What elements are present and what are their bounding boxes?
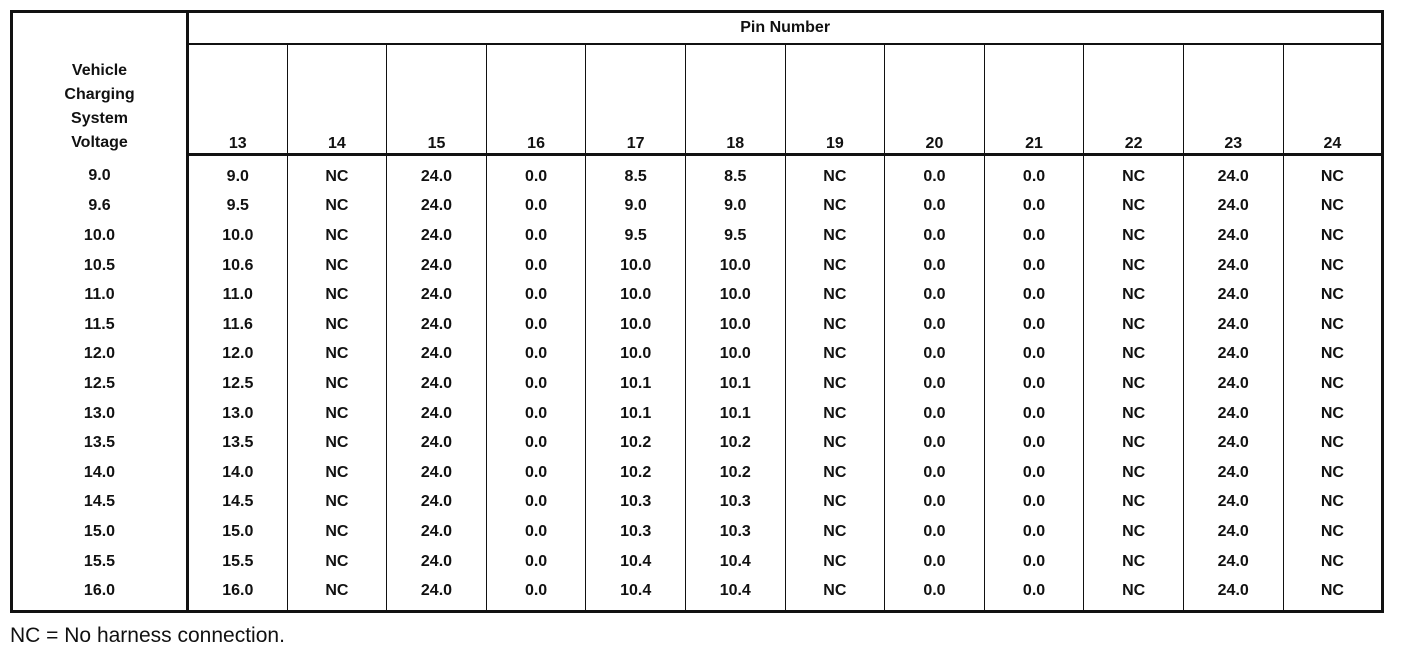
- pin-value-cell: 10.3: [586, 488, 686, 518]
- pin-value-cell: NC: [1283, 251, 1383, 281]
- pin-value-cell: NC: [1283, 428, 1383, 458]
- pin-value-cell: NC: [1283, 399, 1383, 429]
- pin-value-cell: 0.0: [885, 547, 985, 577]
- table-row: [12, 399, 1383, 429]
- pin-value-cell: 24.0: [1183, 280, 1283, 310]
- pin-column-header: 14: [287, 44, 387, 155]
- pin-value-cell: NC: [785, 428, 885, 458]
- pin-value-cell: NC: [1084, 221, 1184, 251]
- pin-value-cell: 0.0: [984, 369, 1084, 399]
- voltage-cell: 15.0: [12, 517, 188, 547]
- table-row: [12, 517, 1383, 547]
- pin-value-cell: 0.0: [486, 155, 586, 192]
- pin-value-cell: 13.5: [222, 434, 254, 452]
- pin-value-cell: 10.2: [586, 428, 686, 458]
- pin-column-header: 21: [984, 44, 1084, 155]
- pin-value-cell: 0.0: [486, 488, 586, 518]
- pin-value-cell: 15.5: [222, 552, 254, 570]
- pin-value-cell: NC: [1084, 547, 1184, 577]
- pin-value-cell: 24.0: [387, 251, 487, 281]
- pin-value-cell: 10.0: [586, 251, 686, 281]
- pin-column-header: 22: [1084, 44, 1184, 155]
- pin-value-cell: NC: [1283, 369, 1383, 399]
- pin-value-cell: NC: [1283, 192, 1383, 222]
- pin-value-cell: NC: [1283, 280, 1383, 310]
- pin-value-cell: 0.0: [984, 576, 1084, 611]
- pin-value-cell: 24.0: [387, 428, 487, 458]
- voltage-cell: 12.5: [12, 369, 188, 399]
- row-header-line: Charging: [64, 85, 135, 103]
- pin-value-cell: 13.0: [222, 404, 254, 422]
- voltage-cell: 11.5: [12, 310, 188, 340]
- pin-value-cell: 24.0: [1183, 310, 1283, 340]
- pin-value-cell: NC: [287, 369, 387, 399]
- table-row: [12, 369, 1383, 399]
- pin-value-cell: 0.0: [486, 340, 586, 370]
- pin-column-header: 17: [586, 44, 686, 155]
- pin-value-cell: 14.5: [222, 493, 254, 511]
- voltage-cell: 13.5: [12, 428, 188, 458]
- pin-value-cell: 24.0: [1183, 340, 1283, 370]
- table-row: [12, 576, 1383, 611]
- pin-value-cell: NC: [287, 488, 387, 518]
- pin-value-cell: NC: [1283, 221, 1383, 251]
- voltage-cell: 10.0: [12, 221, 188, 251]
- pin-value-cell: NC: [287, 428, 387, 458]
- pin-value-cell: 24.0: [1183, 251, 1283, 281]
- pin-value-cell: 24.0: [387, 310, 487, 340]
- pin-value-cell: 11.0: [222, 286, 253, 304]
- pin-value-cell: 10.3: [586, 517, 686, 547]
- voltage-cell: 14.5: [12, 488, 188, 518]
- pin-value-cell: 12.5: [222, 374, 254, 392]
- pin-value-cell: 24.0: [387, 280, 487, 310]
- row-header-line: Voltage: [71, 133, 128, 151]
- voltage-cell: 14.0: [12, 458, 188, 488]
- pin-value-cell: 10.2: [685, 458, 785, 488]
- pin-value-cell: 10.1: [685, 399, 785, 429]
- pin-value-cell: 0.0: [885, 488, 985, 518]
- pin-value-cell: 9.0: [586, 192, 686, 222]
- pin-value-cell: NC: [1283, 517, 1383, 547]
- pin-value-cell: 0.0: [486, 576, 586, 611]
- pin-value-cell: 0.0: [486, 251, 586, 281]
- pin-value-cell: 0.0: [486, 280, 586, 310]
- pin-value-cell: 24.0: [387, 155, 487, 192]
- pin-value-cell: NC: [1283, 340, 1383, 370]
- voltage-cell: 15.5: [12, 547, 188, 577]
- pin-value-cell: 24.0: [387, 458, 487, 488]
- pin-value-cell: 10.0: [586, 280, 686, 310]
- pin-value-cell: NC: [785, 399, 885, 429]
- voltage-cell: 16.0: [12, 576, 188, 611]
- pin-value-cell: 0.0: [885, 369, 985, 399]
- pin-value-cell: NC: [287, 310, 387, 340]
- voltage-cell: 13.0: [12, 399, 188, 429]
- pin-value-cell: NC: [785, 576, 885, 611]
- pin-column-header: 20: [885, 44, 985, 155]
- pin-value-cell: 0.0: [486, 458, 586, 488]
- pin-value-cell: 24.0: [1183, 488, 1283, 518]
- pin-value-cell: 0.0: [984, 547, 1084, 577]
- pin-value-cell: 10.3: [685, 517, 785, 547]
- pin-value-cell: 0.0: [885, 340, 985, 370]
- pin-value-cell: 0.0: [885, 192, 985, 222]
- pin-value-cell: 0.0: [885, 428, 985, 458]
- pin-value-cell: 0.0: [984, 155, 1084, 192]
- pin-value-cell: NC: [1283, 310, 1383, 340]
- pin-value-cell: NC: [1283, 576, 1383, 611]
- pin-value-cell: 24.0: [1183, 458, 1283, 488]
- pin-value-cell: 10.0: [685, 310, 785, 340]
- pin-value-cell: 0.0: [885, 458, 985, 488]
- pin-value-cell: NC: [287, 221, 387, 251]
- pin-column-header: 19: [785, 44, 885, 155]
- pin-value-cell: NC: [785, 517, 885, 547]
- pin-value-cell: 24.0: [387, 517, 487, 547]
- pin-value-cell: NC: [785, 369, 885, 399]
- pin-value-cell: 24.0: [1183, 428, 1283, 458]
- table-row: [12, 221, 1383, 251]
- pin-value-cell: 11.6: [222, 315, 253, 333]
- pin-value-cell: 24.0: [1183, 517, 1283, 547]
- pin-value-cell: 10.0: [586, 340, 686, 370]
- pin-value-cell: 0.0: [984, 399, 1084, 429]
- table-row: [12, 310, 1383, 340]
- pin-number-group-header: Pin Number: [188, 12, 1383, 45]
- pin-value-cell: NC: [1084, 310, 1184, 340]
- pin-value-cell: 24.0: [387, 576, 487, 611]
- pin-column-header: 18: [685, 44, 785, 155]
- pin-value-cell: 10.4: [685, 547, 785, 577]
- table-row: [12, 280, 1383, 310]
- pin-value-cell: 10.0: [586, 310, 686, 340]
- pin-value-cell: NC: [785, 251, 885, 281]
- pin-value-cell: 9.5: [685, 221, 785, 251]
- pin-value-cell: NC: [785, 221, 885, 251]
- pin-value-cell: NC: [1084, 251, 1184, 281]
- pin-value-cell: NC: [1283, 547, 1383, 577]
- table-row: [12, 547, 1383, 577]
- pin-value-cell: 24.0: [1183, 399, 1283, 429]
- pin-value-cell: 0.0: [885, 517, 985, 547]
- pin-value-cell: 10.0: [685, 340, 785, 370]
- table-row: [12, 155, 1383, 192]
- pin-value-cell: 24.0: [387, 488, 487, 518]
- voltage-cell: 9.0: [12, 155, 188, 192]
- pin-value-cell: NC: [1084, 517, 1184, 547]
- pin-value-cell: 0.0: [486, 310, 586, 340]
- pin-value-cell: 10.1: [586, 399, 686, 429]
- pin-value-cell: 9.0: [685, 192, 785, 222]
- footnote: NC = No harness connection.: [10, 624, 285, 647]
- pin-value-cell: NC: [785, 192, 885, 222]
- voltage-cell: 10.5: [12, 251, 188, 281]
- pin-value-cell: 0.0: [885, 399, 985, 429]
- pin-value-cell: 24.0: [1183, 192, 1283, 222]
- row-header-voltage: [12, 12, 188, 155]
- table-row: [12, 192, 1383, 222]
- pin-value-cell: NC: [1084, 369, 1184, 399]
- table-row: [12, 340, 1383, 370]
- pin-value-cell: NC: [1283, 488, 1383, 518]
- pin-value-cell: 24.0: [387, 369, 487, 399]
- pin-value-cell: NC: [1084, 428, 1184, 458]
- pin-value-cell: 0.0: [486, 399, 586, 429]
- pin-value-cell: 0.0: [984, 458, 1084, 488]
- row-header-line: System: [71, 109, 128, 127]
- pin-value-cell: 24.0: [1183, 369, 1283, 399]
- table-row: [12, 488, 1383, 518]
- pin-value-cell: 0.0: [486, 221, 586, 251]
- pin-value-cell: 10.0: [222, 226, 254, 244]
- pin-value-cell: 10.0: [685, 280, 785, 310]
- pin-value-cell: 10.4: [586, 576, 686, 611]
- pin-value-cell: 24.0: [387, 547, 487, 577]
- pin-value-cell: 0.0: [885, 310, 985, 340]
- pin-value-cell: 0.0: [885, 576, 985, 611]
- pin-value-cell: NC: [1084, 488, 1184, 518]
- pin-value-cell: 24.0: [1183, 221, 1283, 251]
- pin-voltage-table: [10, 10, 1384, 613]
- pin-value-cell: 0.0: [486, 547, 586, 577]
- pin-value-cell: NC: [785, 310, 885, 340]
- voltage-cell: 9.6: [12, 192, 188, 222]
- pin-value-cell: 0.0: [984, 340, 1084, 370]
- pin-column-header: 15: [387, 44, 487, 155]
- pin-value-cell: 0.0: [885, 280, 985, 310]
- pin-value-cell: 0.0: [984, 428, 1084, 458]
- pin-value-cell: NC: [785, 280, 885, 310]
- pin-value-cell: 15.0: [222, 522, 254, 540]
- pin-column-header: 24: [1283, 44, 1383, 155]
- pin-value-cell: NC: [785, 155, 885, 192]
- pin-value-cell: 24.0: [387, 340, 487, 370]
- pin-value-cell: 0.0: [984, 192, 1084, 222]
- pin-value-cell: 9.5: [586, 221, 686, 251]
- document: [10, 10, 1382, 613]
- pin-value-cell: NC: [1084, 280, 1184, 310]
- pin-value-cell: 24.0: [387, 399, 487, 429]
- pin-value-cell: NC: [287, 340, 387, 370]
- pin-value-cell: 10.1: [685, 369, 785, 399]
- pin-value-cell: 0.0: [984, 221, 1084, 251]
- pin-value-cell: 0.0: [486, 192, 586, 222]
- table-row: [12, 251, 1383, 281]
- pin-value-cell: NC: [1084, 340, 1184, 370]
- pin-value-cell: 9.5: [226, 197, 249, 215]
- table-row: [12, 428, 1383, 458]
- pin-value-cell: 10.4: [685, 576, 785, 611]
- pin-value-cell: NC: [287, 458, 387, 488]
- pin-value-cell: 10.6: [222, 256, 254, 274]
- pin-value-cell: NC: [1084, 458, 1184, 488]
- pin-value-cell: 0.0: [885, 251, 985, 281]
- pin-column-header: 13: [188, 44, 288, 155]
- pin-value-cell: 24.0: [1183, 576, 1283, 611]
- pin-value-cell: 0.0: [486, 428, 586, 458]
- pin-value-cell: NC: [1084, 155, 1184, 192]
- pin-value-cell: 8.5: [586, 155, 686, 192]
- pin-value-cell: 0.0: [984, 280, 1084, 310]
- pin-value-cell: NC: [1084, 576, 1184, 611]
- pin-value-cell: 0.0: [885, 155, 985, 192]
- pin-value-cell: 10.2: [685, 428, 785, 458]
- pin-value-cell: NC: [287, 192, 387, 222]
- pin-value-cell: 0.0: [885, 221, 985, 251]
- pin-value-cell: 24.0: [1183, 547, 1283, 577]
- pin-value-cell: NC: [287, 251, 387, 281]
- voltage-cell: 12.0: [12, 340, 188, 370]
- pin-value-cell: 10.0: [685, 251, 785, 281]
- pin-value-cell: NC: [287, 547, 387, 577]
- pin-column-header: 23: [1183, 44, 1283, 155]
- table-row: [12, 458, 1383, 488]
- pin-column-header: 16: [486, 44, 586, 155]
- pin-value-cell: NC: [287, 517, 387, 547]
- pin-value-cell: NC: [287, 399, 387, 429]
- pin-value-cell: 24.0: [387, 192, 487, 222]
- pin-value-cell: 10.1: [586, 369, 686, 399]
- pin-value-cell: 0.0: [984, 251, 1084, 281]
- pin-value-cell: 24.0: [1183, 155, 1283, 192]
- pin-value-cell: NC: [287, 576, 387, 611]
- pin-value-cell: 0.0: [486, 517, 586, 547]
- pin-value-cell: 0.0: [984, 517, 1084, 547]
- pin-value-cell: NC: [785, 488, 885, 518]
- pin-value-cell: 0.0: [486, 369, 586, 399]
- pin-value-cell: NC: [287, 280, 387, 310]
- pin-value-cell: 12.0: [222, 345, 254, 363]
- pin-value-cell: 9.0: [226, 167, 249, 185]
- pin-value-cell: NC: [1084, 399, 1184, 429]
- row-header-line: Vehicle: [71, 61, 128, 79]
- pin-value-cell: 14.0: [222, 463, 254, 481]
- pin-value-cell: 0.0: [984, 310, 1084, 340]
- pin-value-cell: 16.0: [222, 582, 254, 600]
- pin-value-cell: 0.0: [984, 488, 1084, 518]
- pin-value-cell: NC: [287, 155, 387, 192]
- voltage-cell: 11.0: [12, 280, 188, 310]
- pin-value-cell: 10.3: [685, 488, 785, 518]
- pin-value-cell: 24.0: [387, 221, 487, 251]
- pin-value-cell: NC: [785, 547, 885, 577]
- pin-value-cell: NC: [785, 340, 885, 370]
- pin-value-cell: NC: [1283, 458, 1383, 488]
- pin-value-cell: NC: [1084, 192, 1184, 222]
- pin-value-cell: 10.4: [586, 547, 686, 577]
- pin-value-cell: 10.2: [586, 458, 686, 488]
- pin-value-cell: 8.5: [685, 155, 785, 192]
- pin-value-cell: NC: [1283, 155, 1383, 192]
- pin-value-cell: NC: [785, 458, 885, 488]
